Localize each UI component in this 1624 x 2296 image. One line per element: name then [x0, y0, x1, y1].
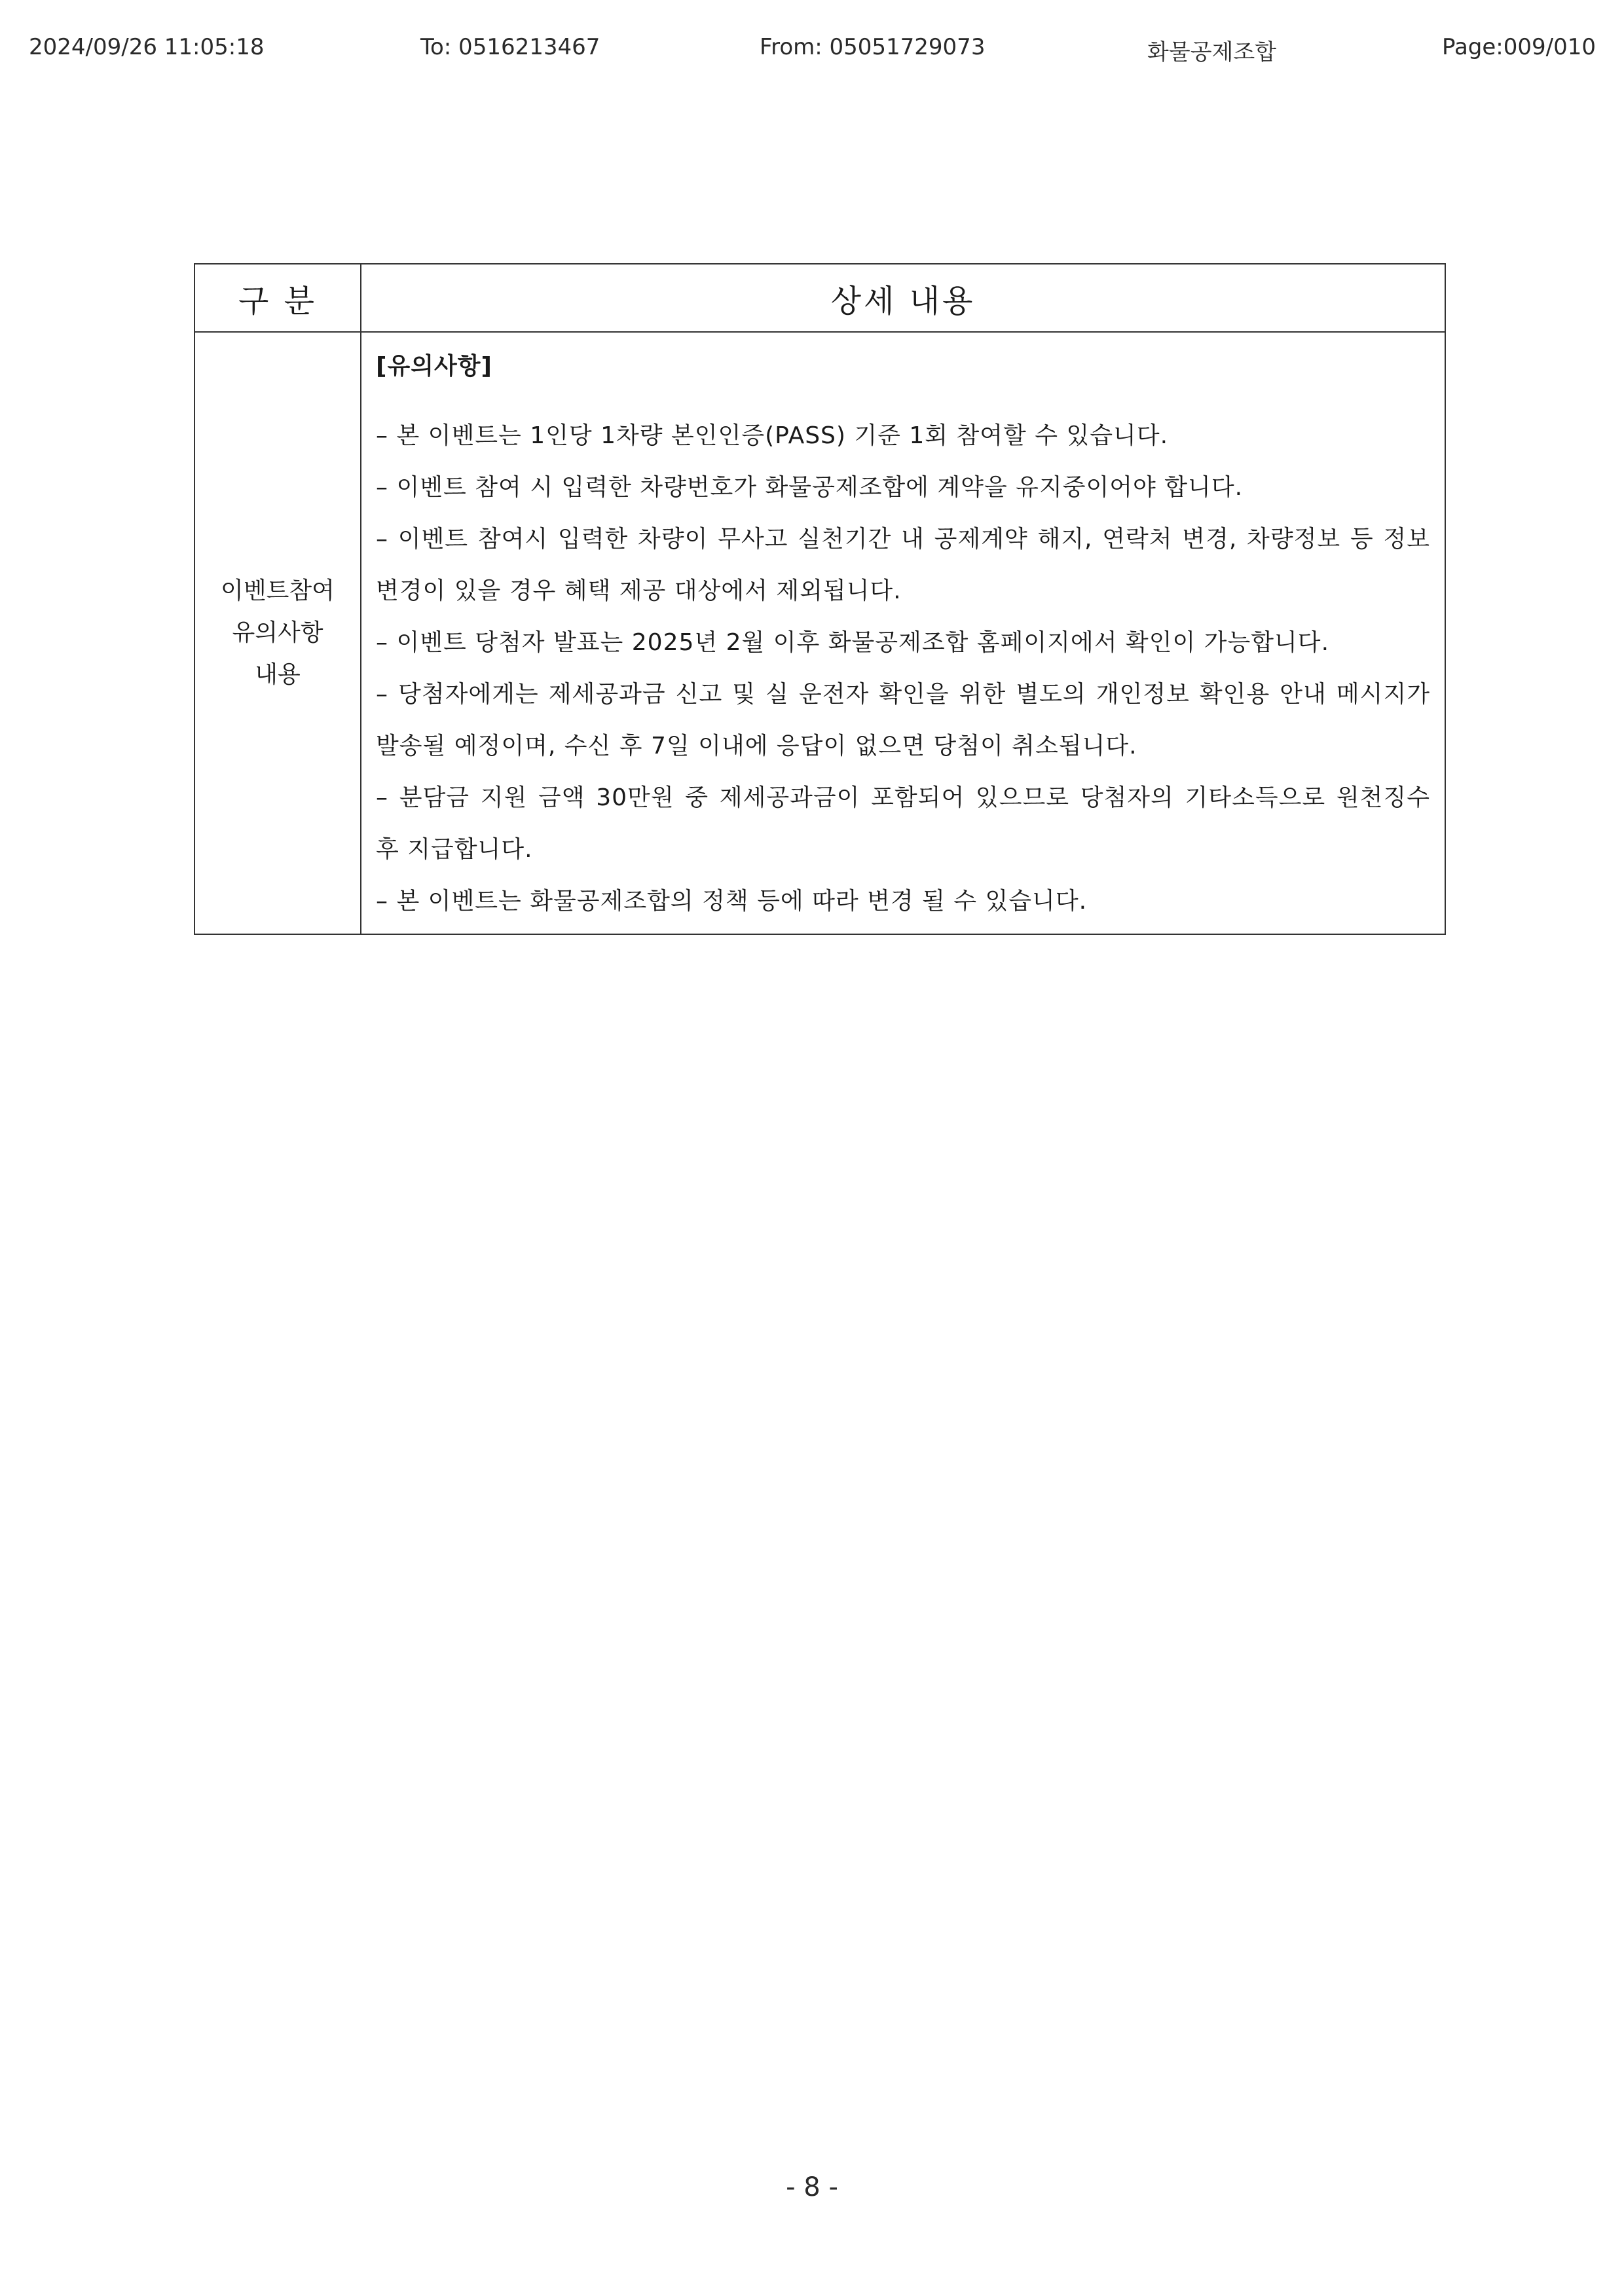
- page-number: - 8 -: [786, 2172, 838, 2202]
- notice-item: – 분담금 지원 금액 30만원 중 제세공과금이 포함되어 있으므로 당첨자의 기타소득으로 원천징수 후 지급합니다.: [376, 784, 1430, 863]
- category-line: 내용: [255, 661, 301, 688]
- fax-to-number: To: 0516213467: [420, 34, 600, 60]
- fax-from-number: From: 05051729073: [760, 34, 986, 60]
- category-line: 유의사항: [232, 619, 323, 646]
- table-header-row: [194, 264, 1445, 332]
- category-line: 이벤트참여: [221, 577, 335, 604]
- event-notice-table: [194, 263, 1446, 935]
- notice-item: – 본 이벤트는 화물공제조합의 정책 등에 따라 변경 될 수 있습니다.: [376, 888, 1088, 915]
- fax-sender-name: 화물공제조합: [1147, 39, 1277, 65]
- details-column-header: 상세 내용: [361, 264, 1445, 332]
- fax-datetime: 2024/09/26 11:05:18: [29, 34, 265, 60]
- category-cell: [194, 332, 361, 934]
- notice-item: – 이벤트 참여시 입력한 차량이 무사고 실천기간 내 공제계약 해지, 연락처 변경, 차량정보 등 정보변경이 있을 경우 혜택 제공 대상에서 제외됩니다.: [376, 526, 1430, 604]
- notice-heading: [유의사항]: [376, 353, 493, 380]
- fax-header: [0, 34, 1624, 73]
- details-cell: [361, 332, 1445, 934]
- notice-item: – 이벤트 당첨자 발표는 2025년 2월 이후 화물공제조합 홈페이지에서 확인이 가능합니다.: [376, 629, 1330, 656]
- table-row: [194, 332, 1445, 934]
- category-column-header: 구 분: [194, 264, 361, 332]
- fax-page-indicator: Page:009/010: [1442, 34, 1596, 60]
- notice-item: – 본 이벤트는 1인당 1차량 본인인증(PASS) 기준 1회 참여할 수 있습니다.: [376, 422, 1169, 449]
- notice-item: – 이벤트 참여 시 입력한 차량번호가 화물공제조합에 계약을 유지중이어야 합니다.: [376, 474, 1244, 501]
- notice-item: – 당첨자에게는 제세공과금 신고 및 실 운전자 확인을 위한 별도의 개인정보 확인용 안내 메시지가 발송될 예정이며, 수신 후 7일 이내에 응답이 없으면 당첨이 취소됩니다.: [376, 681, 1430, 759]
